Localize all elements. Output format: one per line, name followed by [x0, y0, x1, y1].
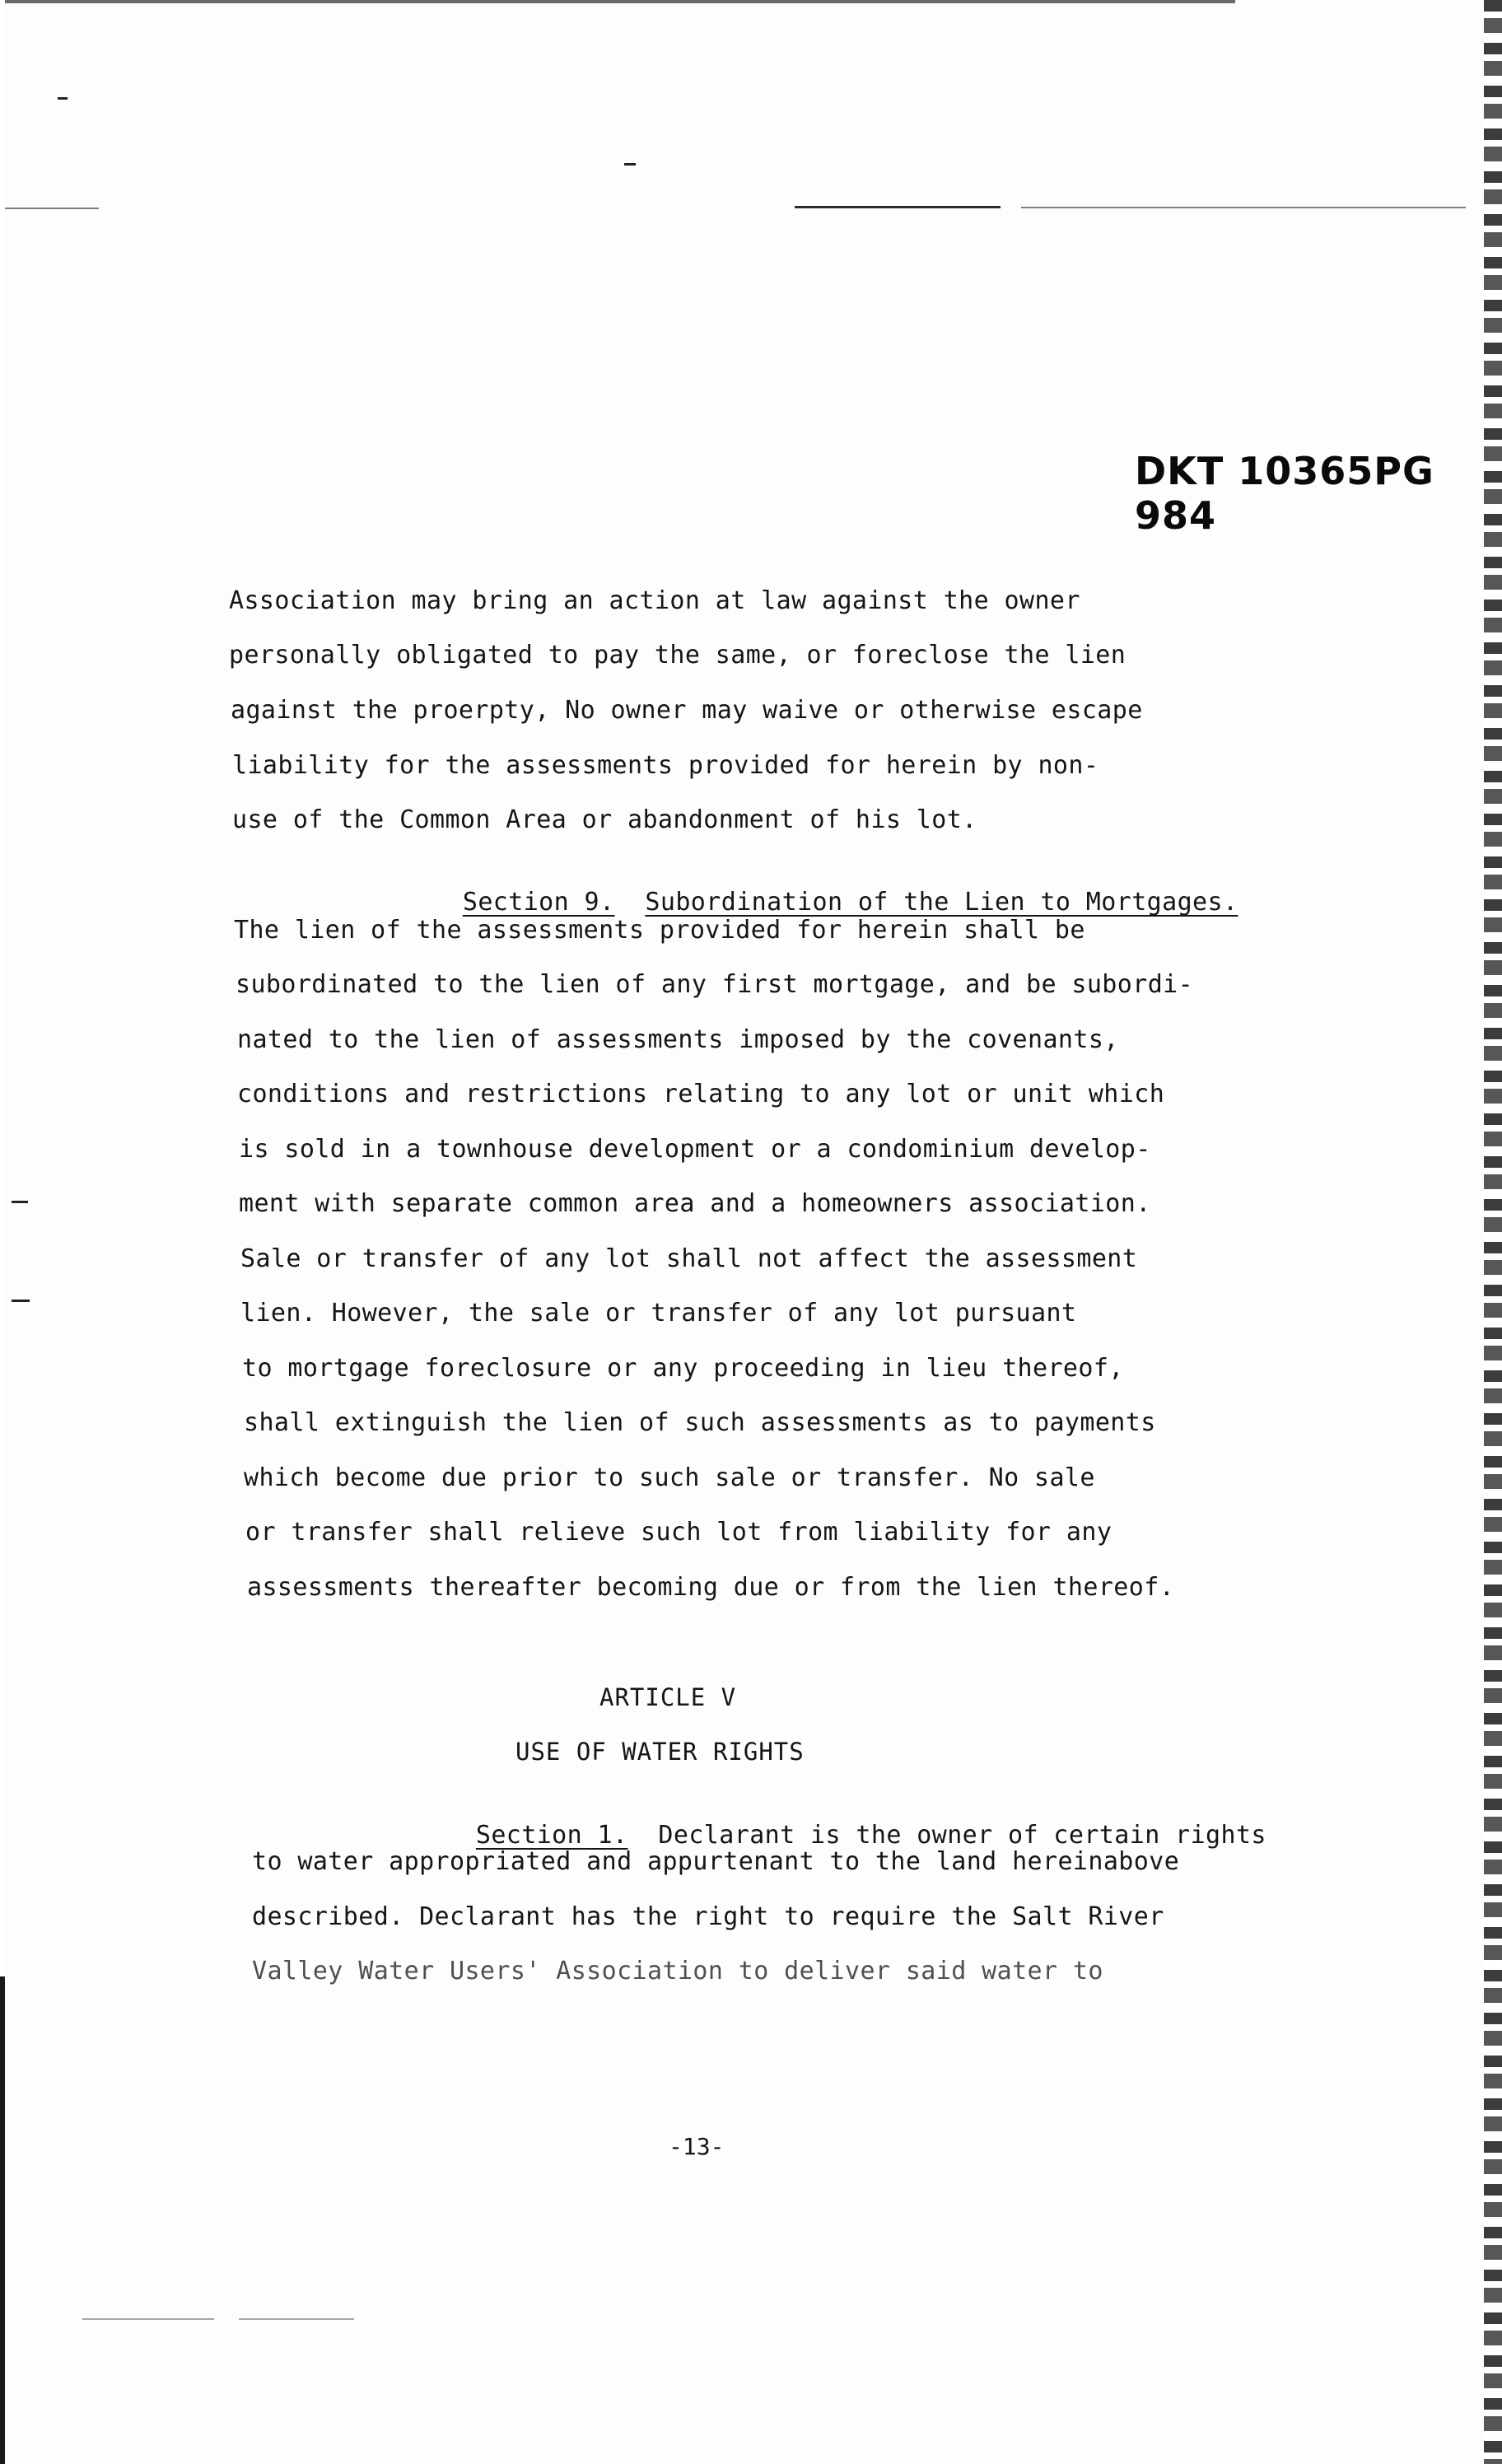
- section-9-line: shall extinguish the lien of such assessments as to payments: [244, 1408, 1156, 1437]
- page-number: -13-: [669, 2133, 725, 2160]
- section-9-line: The lien of the assessments provided for herein shall be: [234, 916, 1085, 945]
- scan-rule-upper-right: [1021, 207, 1466, 208]
- section-9-line: conditions and restrictions relating to any lot or unit which: [237, 1080, 1165, 1108]
- section-1-first-line: Declarant is the owner of certain rights: [658, 1821, 1266, 1850]
- scan-edge-right: [1484, 0, 1502, 2464]
- scan-speck: [12, 1201, 28, 1203]
- book-page-stamp: DKT 10365PG 984: [1135, 449, 1434, 538]
- section-1-label: Section 1.: [475, 1821, 628, 1850]
- section-1-line: Valley Water Users' Association to deliver said water to: [252, 1957, 1103, 1986]
- section-gap: [627, 1821, 658, 1850]
- section-9-line: ment with separate common area and a homeowners association.: [239, 1189, 1151, 1218]
- body-line: liability for the assessments provided for herein by non-: [232, 751, 1099, 780]
- section-9-line: assessments thereafter becoming due or from the lien thereof.: [247, 1573, 1175, 1602]
- section-9-line: lien. However, the sale or transfer of any lot pursuant: [240, 1299, 1077, 1328]
- scan-speck: [624, 163, 636, 166]
- section-9-line: to mortgage foreclosure or any proceeding in lieu thereof,: [242, 1354, 1124, 1383]
- section-gap: [614, 888, 645, 917]
- section-9-line: Sale or transfer of any lot shall not affect the assessment: [240, 1244, 1138, 1273]
- scan-speck: [58, 97, 68, 100]
- body-line: use of the Common Area or abandonment of his lot.: [232, 805, 977, 834]
- scan-rule-top: [0, 0, 1235, 3]
- scan-speck: [12, 1300, 30, 1302]
- article-number: ARTICLE V: [599, 1683, 737, 1711]
- section-1-line: to water appropriated and appurtenant to the land hereinabove: [252, 1847, 1180, 1876]
- body-line: personally obligated to pay the same, or foreclose the lien: [229, 641, 1126, 670]
- section-9-line: subordinated to the lien of any first mortgage, and be subordi-: [236, 970, 1194, 999]
- scan-speck: [82, 2318, 214, 2320]
- section-9-line: is sold in a townhouse development or a condominium develop-: [239, 1135, 1151, 1164]
- section-9-label: Section 9.: [462, 888, 615, 917]
- scan-rule-upper-left: [0, 208, 99, 209]
- section-9-line: nated to the lien of assessments imposed by the covenants,: [237, 1025, 1119, 1054]
- section-9-line: which become due prior to such sale or transfer. No sale: [244, 1463, 1095, 1492]
- section-9-line: or transfer shall relieve such lot from liability for any: [245, 1518, 1113, 1547]
- scan-edge-left: [0, 0, 5, 2464]
- article-title: USE OF WATER RIGHTS: [515, 1738, 805, 1766]
- body-line: against the proerpty, No owner may waive or otherwise escape: [231, 696, 1143, 725]
- body-line: Association may bring an action at law against the owner: [229, 586, 1080, 615]
- scan-rule-upper: [795, 206, 1001, 208]
- scan-speck: [239, 2318, 354, 2320]
- section-9-title: Subordination of the Lien to Mortgages.: [645, 888, 1238, 917]
- section-1-line: described. Declarant has the right to require the Salt River: [252, 1902, 1164, 1931]
